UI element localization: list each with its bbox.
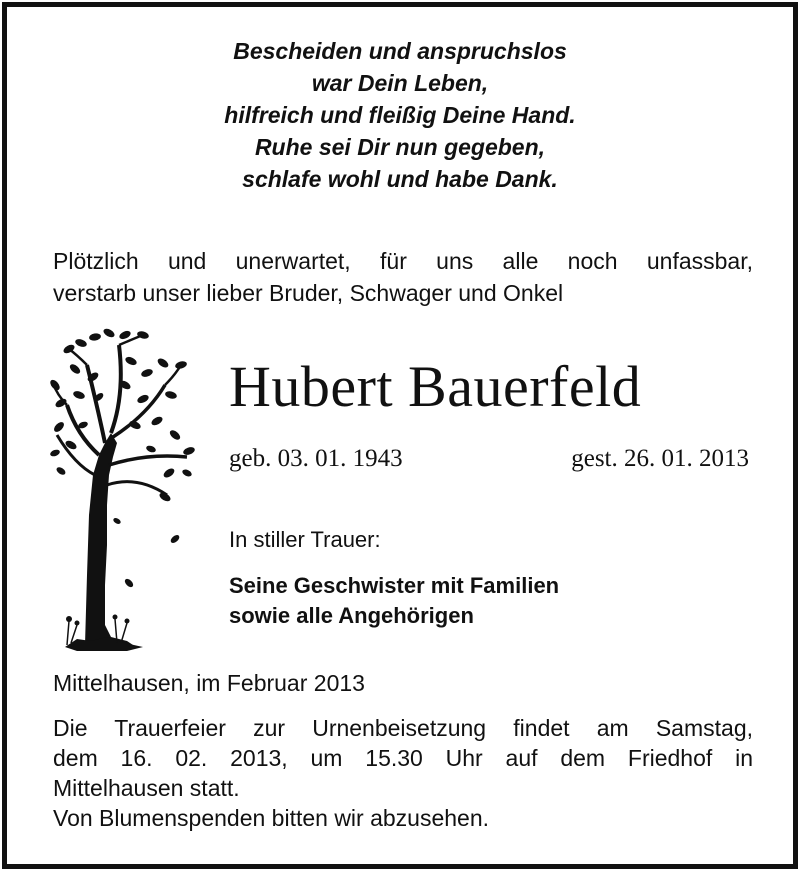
poem-line: war Dein Leben, <box>311 70 489 96</box>
mourners-list <box>229 571 559 631</box>
mourners-line: Seine Geschwister mit Familien <box>229 573 560 598</box>
poem-line: hilfreich und fleißig Deine Hand. <box>224 102 576 128</box>
service-line: Die Trauerfeier zur Urnenbeisetzung findet am Samstag, <box>53 715 753 741</box>
place-and-date: Mittelhausen, im Februar 2013 <box>53 670 365 696</box>
poem-line: schlafe wohl und habe Dank. <box>242 166 558 192</box>
funeral-service-info <box>53 713 753 833</box>
poem-line: Ruhe sei Dir nun gegeben, <box>254 134 546 160</box>
deceased-name: Hubert Bauerfeld <box>229 354 642 419</box>
service-line: Mittelhausen statt. <box>53 775 240 801</box>
memorial-poem <box>7 35 793 195</box>
mourners-line: sowie alle Angehörigen <box>229 603 474 628</box>
poem-line: Bescheiden und anspruchslos <box>233 38 567 64</box>
death-date: gest. 26. 01. 2013 <box>571 445 749 472</box>
tree-silhouette-icon <box>47 325 197 655</box>
announcement-intro <box>53 245 753 309</box>
obituary-notice <box>2 2 798 869</box>
intro-line: verstarb unser lieber Bruder, Schwager und Onkel <box>53 280 564 306</box>
birth-date: geb. 03. 01. 1943 <box>229 445 403 472</box>
service-line: dem 16. 02. 2013, um 15.30 Uhr auf dem Friedhof in <box>53 745 753 771</box>
life-dates <box>229 443 749 475</box>
service-line: Von Blumenspenden bitten wir abzusehen. <box>53 805 490 831</box>
intro-line: Plötzlich und unerwartet, für uns alle noch unfassbar, <box>53 248 753 274</box>
mourning-label: In stiller Trauer: <box>229 527 381 552</box>
